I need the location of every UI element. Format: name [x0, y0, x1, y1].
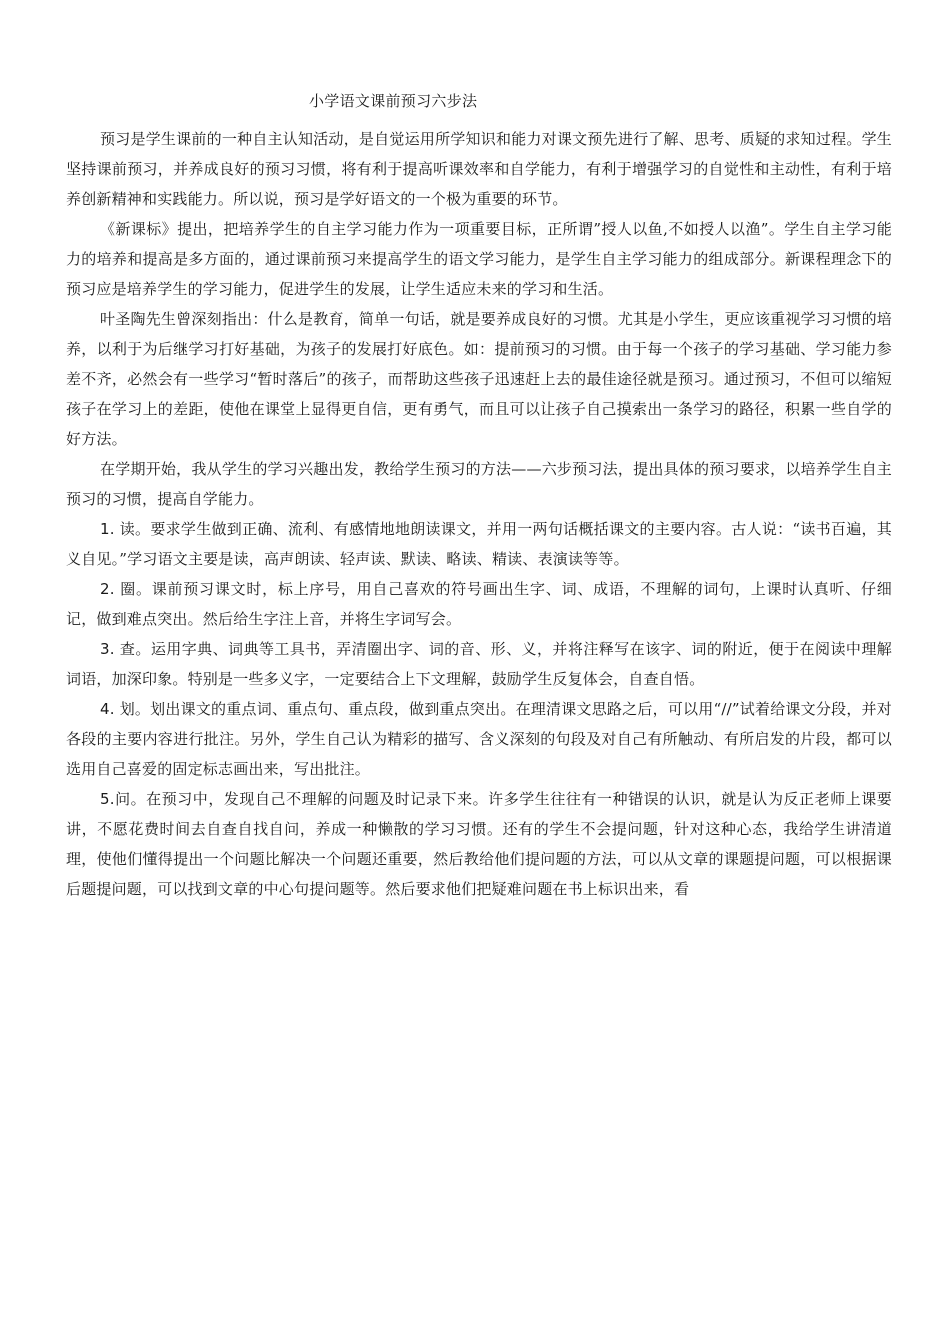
step-text: 圈。课前预习课文时，标上序号，用自己喜欢的符号画出生字、词、成语，不理解的词句，上课时认真听、仔细记，做到难点突出。然后给生字注上音，并将生字词写会。	[66, 580, 892, 628]
step-text: 查。运用字典、词典等工具书，弄清圈出字、词的音、形、义，并将注释写在该字、词的附近，便于在阅读中理解词语，加深印象。特别是一些多义字，一定要结合上下文理解，鼓励学生反复体会，自查自悟。	[66, 640, 892, 688]
step-paragraph-2	[66, 574, 892, 634]
step-paragraph-5	[66, 784, 892, 904]
step-paragraph-4	[66, 694, 892, 784]
document-title: 小学语文课前预习六步法	[309, 92, 478, 110]
step-text: 划。划出课文的重点词、重点句、重点段，做到重点突出。在理清课文思路之后，可以用“//”试着给课文分段，并对各段的主要内容进行批注。另外，学生自己认为精彩的描写、含义深刻的句段及对自己有所触动、有所启发的片段，都可以选用自己喜爱的固定标志画出来，写出批注。	[66, 700, 892, 778]
step-text: 问。在预习中，发现自己不理解的问题及时记录下来。许多学生往往有一种错误的认识，就是认为反正老师上课要讲，不愿花费时间去自查自找自问，养成一种懒散的学习习惯。还有的学生不会提问题，针对这种心态，我给学生讲清道理，使他们懂得提出一个问题比解决一个问题还重要，然后教给他们提问题的方法，可以从文章的课题提问题，可以根据课后题提问题，可以找到文章的中心句提问题等。然后要求他们把疑难问题在书上标识出来，看	[66, 790, 892, 898]
step-number: 4.	[100, 700, 115, 718]
document-body	[66, 124, 892, 904]
step-number: 3.	[100, 640, 115, 658]
intro-paragraph-1: 预习是学生课前的一种自主认知活动，是自觉运用所学知识和能力对课文预先进行了解、思考、质疑的求知过程。学生坚持课前预习，并养成良好的预习习惯，将有利于提高听课效率和自学能力，有利于增强学习的自觉性和主动性，有利于培养创新精神和实践能力。所以说，预习是学好语文的一个极为重要的环节。	[66, 130, 892, 208]
step-number: 2.	[100, 580, 115, 598]
step-text: 读。要求学生做到正确、流利、有感情地地朗读课文，并用一两句话概括课文的主要内容。古人说：“读书百遍，其义自见。”学习语文主要是读，高声朗读、轻声读、默读、略读、精读、表演读等等。	[66, 520, 892, 568]
intro-paragraph-2: 《新课标》提出，把培养学生的自主学习能力作为一项重要目标，正所谓”授人以鱼,不如授人以渔”。学生自主学习能力的培养和提高是多方面的，通过课前预习来提高学生的语文学习能力，是学生自主学习能力的组成部分。新课程理念下的预习应是培养学生的学习能力，促进学生的发展，让学生适应未来的学习和生活。	[66, 220, 892, 298]
step-number: 5.	[100, 790, 115, 808]
step-number: 1.	[100, 520, 115, 538]
step-paragraph-1	[66, 514, 892, 574]
intro-paragraph-3: 叶圣陶先生曾深刻指出：什么是教育，简单一句话，就是要养成良好的习惯。尤其是小学生，更应该重视学习习惯的培养，以利于为后继学习打好基础，为孩子的发展打好底色。如：提前预习的习惯。由于每一个孩子的学习基础、学习能力参差不齐，必然会有一些学习“暂时落后”的孩子，而帮助这些孩子迅速赶上去的最佳途径就是预习。通过预习，不但可以缩短孩子在学习上的差距，使他在课堂上显得更自信，更有勇气，而且可以让孩子自己摸索出一条学习的路径，积累一些自学的好方法。	[66, 310, 892, 448]
intro-paragraph-4: 在学期开始，我从学生的学习兴趣出发，教给学生预习的方法——六步预习法，提出具体的预习要求，以培养学生自主预习的习惯，提高自学能力。	[66, 460, 892, 508]
step-paragraph-3	[66, 634, 892, 694]
